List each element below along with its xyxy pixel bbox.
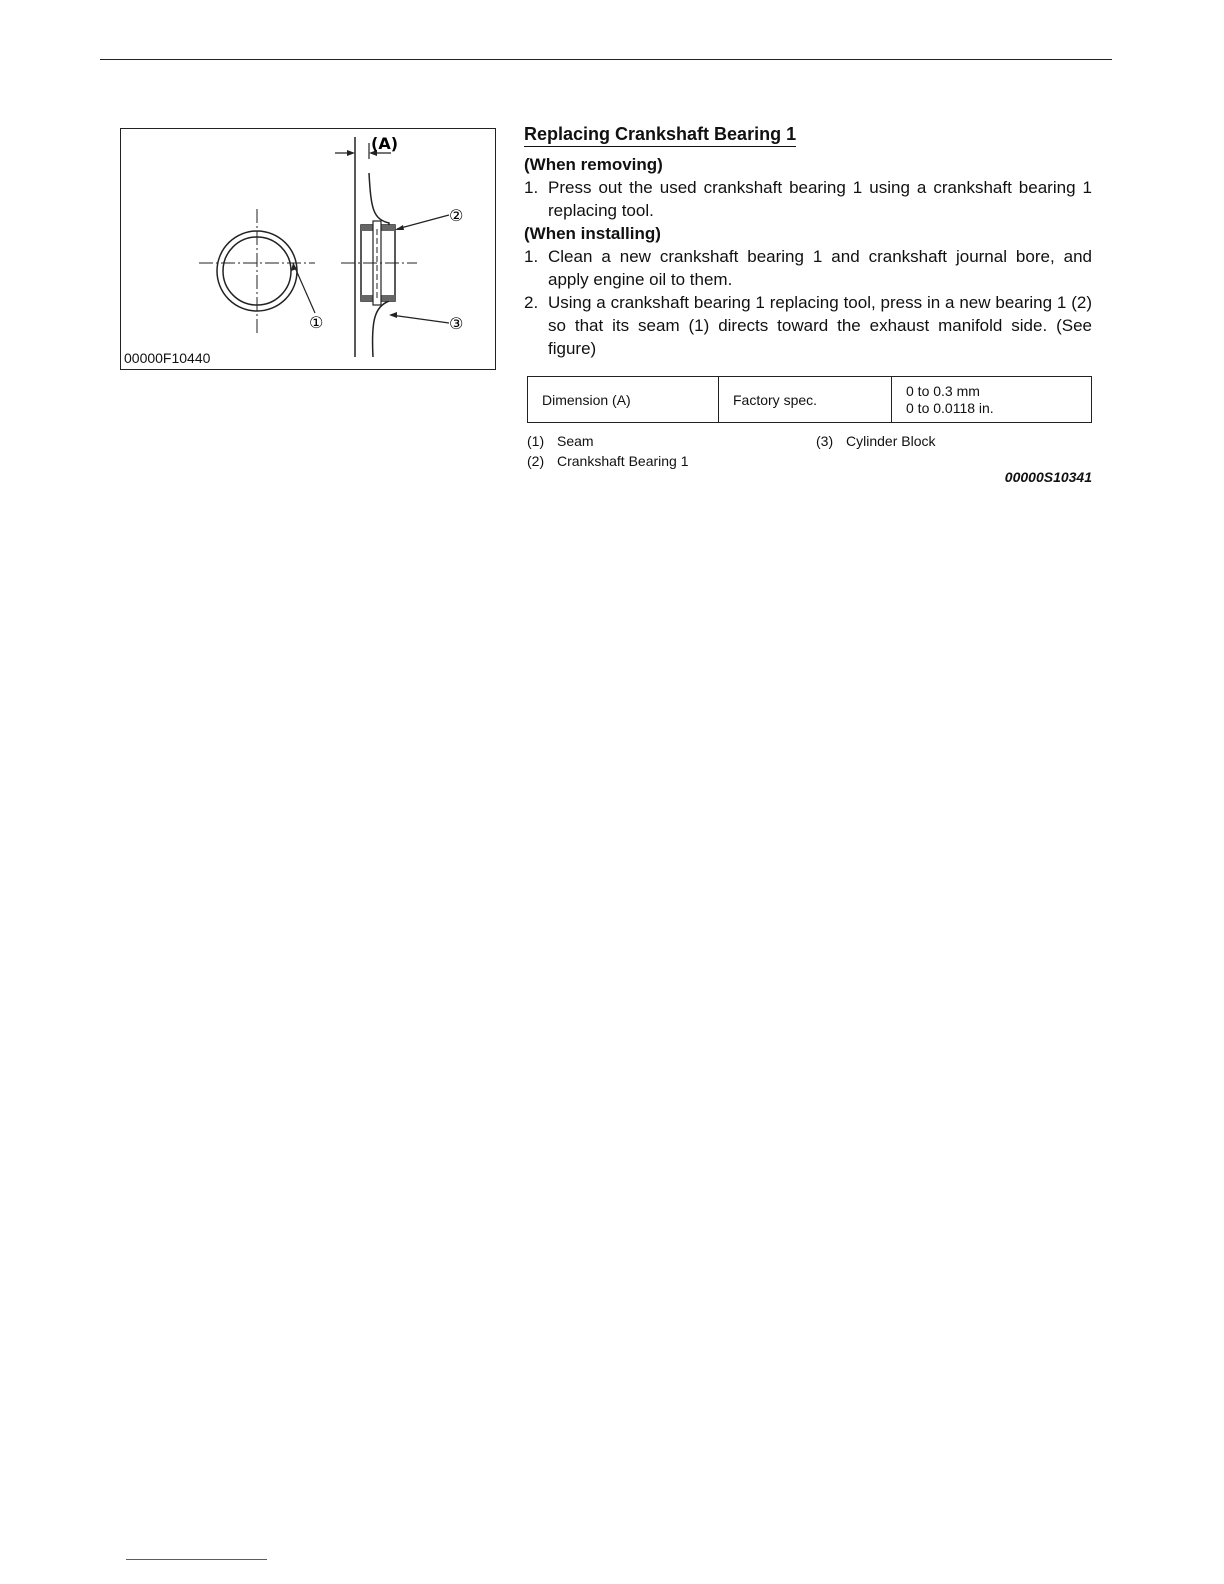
dim-a-arrowhead-left xyxy=(347,150,355,156)
spec-value xyxy=(892,377,1092,423)
step-number: 2. xyxy=(524,293,539,312)
callout-3-arrowhead xyxy=(389,312,397,318)
legend-item xyxy=(527,453,689,469)
legend-number: (1) xyxy=(527,433,545,449)
removing-heading: (When removing) xyxy=(524,155,663,174)
legend-label: Seam xyxy=(557,433,594,449)
callout-2-leader xyxy=(397,215,449,229)
spec-row xyxy=(528,377,1092,423)
installing-step xyxy=(524,291,1092,360)
bearing-figure xyxy=(120,128,496,370)
legend-item xyxy=(816,433,935,449)
legend-item xyxy=(527,433,594,449)
step-text: Press out the used crankshaft bearing 1 using a crankshaft bearing 1 replacing tool. xyxy=(548,178,1092,220)
callout-1: ① xyxy=(309,313,324,332)
spec-value-mm: 0 to 0.3 mm xyxy=(906,382,980,399)
step-number: 1. xyxy=(524,247,539,266)
procedure-content xyxy=(524,124,1092,360)
spec-type: Factory spec. xyxy=(719,377,892,423)
figure-code: 00000F10440 xyxy=(124,350,211,366)
legend-number: (3) xyxy=(816,433,834,449)
legend-number: (2) xyxy=(527,453,545,469)
legend-label: Cylinder Block xyxy=(846,433,936,449)
callout-3-leader xyxy=(391,315,449,323)
block-lower-profile xyxy=(373,301,389,357)
legend-label: Crankshaft Bearing 1 xyxy=(557,453,689,469)
footer-rule xyxy=(126,1559,267,1560)
callout-2: ② xyxy=(449,206,464,225)
spec-label: Dimension (A) xyxy=(528,377,719,423)
installing-steps xyxy=(524,245,1092,360)
step-number: 1. xyxy=(524,178,539,197)
callout-1-leader xyxy=(293,263,315,313)
installing-step xyxy=(524,245,1092,291)
spec-value-in: 0 to 0.0118 in. xyxy=(906,399,994,416)
step-text: Clean a new crankshaft bearing 1 and crankshaft journal bore, and apply engine oil to them. xyxy=(548,247,1092,289)
callout-3: ③ xyxy=(449,314,464,333)
callout-2-arrowhead xyxy=(395,225,404,230)
section-title: Replacing Crankshaft Bearing 1 xyxy=(524,124,796,147)
dimension-a-label: (A) xyxy=(371,134,399,153)
reference-code: 00000S10341 xyxy=(1004,469,1092,485)
spec-table xyxy=(527,376,1092,423)
step-text: Using a crankshaft bearing 1 replacing tool, press in a new bearing 1 (2) so that its seam (1) directs toward the exhaust manifold side. (See figure) xyxy=(548,293,1092,358)
bearing-diagram xyxy=(121,129,497,371)
header-rule xyxy=(100,59,1112,60)
removing-step xyxy=(524,176,1092,222)
installing-heading: (When installing) xyxy=(524,224,661,243)
removing-steps xyxy=(524,176,1092,222)
